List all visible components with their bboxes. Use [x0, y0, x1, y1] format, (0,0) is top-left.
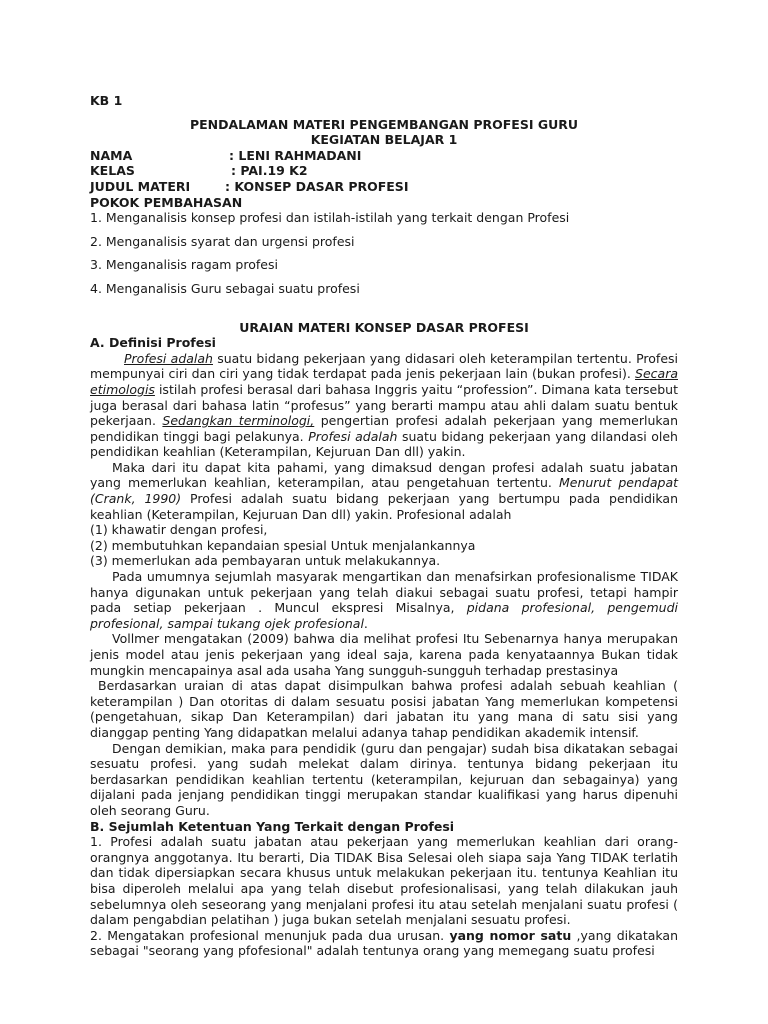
text-run: istilah profesi berasal dari bahasa Inggris yaitu “profession”. Dimana kata tersebut juga berasal dari bahasa latin “profesus” yang berarti mampu atau ahli dalam suatu bentuk pekerjaan.: [90, 381, 678, 429]
text-run: Pada umumnya sejumlah masyarak mengartikan dan menafsirkan profesionalisme TIDAK hanya digunakan untuk pekerjaan yang telah diakui sebagai suatu profesi, tetapi hampir pada setiap pekerjaan . Muncul ekspresi Misalnya,: [90, 569, 678, 616]
text-run: pengertian profesi adalah pekerjaan yang memerlukan pendidikan tinggi bagi pelakunya.: [90, 413, 678, 444]
paragraph: 1. Profesi adalah suatu jabatan atau pekerjaan yang memerlukan keahlian dari orang-orangnya anggotanya. Itu berarti, Dia TIDAK Bisa Selesai oleh siapa saja Yang TIDAK terlatih dan tidak dipersiapkan secara khusus untuk melakukan pekerjaan itu. tentunya Keahlian itu bisa diperoleh melalui apa yang telah disebut profesionalisasi, yang telah dilakukan jauh sebelumnya oleh seseorang yang menjalani profesi itu atau setelah menjalani suatu profesi ( dalam pengabdian pelatihan ) juga bukan setelah menjalani sesuatu profesi.: [90, 834, 678, 928]
paragraph: [90, 351, 678, 460]
kelas-label: KELAS: [90, 163, 135, 179]
judul-value: : KONSEP DASAR PROFESI: [225, 178, 409, 194]
list-item: (2) membutuhkan kepandaian spesial Untuk menjalankannya: [90, 537, 476, 553]
judul-label: JUDUL MATERI: [90, 178, 191, 194]
paragraph: [90, 460, 678, 522]
nama-value: : LENI RAHMADANI: [229, 147, 362, 163]
nama-row: [90, 148, 678, 164]
document-title: PENDALAMAN MATERI PENGEMBANGAN PROFESI GURU: [189, 116, 579, 132]
objective-item: 1. Menganalisis konsep profesi dan istilah-istilah yang terkait dengan Profesi: [90, 210, 570, 226]
text-run: .: [363, 615, 368, 631]
text-run: ,yang dikatakan sebagai "seorang yang pfofesional" adalah tentunya orang yang memegang suatu profesi: [90, 927, 678, 959]
example-professions: pidana profesional, pengemudi profesional, sampai tukang ojek profesional: [90, 600, 678, 631]
text-run: Maka dari itu dapat kita pahami, yang dimaksud dengan profesi adalah suatu jabatan yang memerlukan keahlian, keterampilan, atau pengetahuan tertentu.: [90, 459, 678, 491]
uraian-title: URAIAN MATERI KONSEP DASAR PROFESI: [239, 319, 529, 335]
paragraph: Dengan demikian, maka para pendidik (guru dan pengajar) sudah bisa dikatakan sebagai sesuatu profesi. yang sudah melekat dalam dirinya. tentunya bidang pekerjaan itu berdasarkan pendidikan keahlian tertentu (keterampilan, kejuruan dan sebagainya) yang dijalani pada jenjang pendidikan tinggi merupakan standar kualifikasi yang harus dipenuhi oleh seorang Guru.: [90, 740, 678, 818]
pokok-label: POKOK PEMBAHASAN: [90, 194, 243, 210]
judul-row: [90, 179, 678, 195]
paragraph: Vollmer mengatakan (2009) bahwa dia melihat profesi Itu Sebenarnya hanya merupakan jenis model atau jenis pekerjaan yang ideal saja, karena pada kenyataannya Bukan tidak mungkin mencapainya asal ada usaha Yang sungguh-sungguh terhadap prestasinya: [90, 631, 678, 678]
emphasis-nomor-satu: yang nomor satu: [449, 927, 572, 943]
document-subtitle: KEGIATAN BELAJAR 1: [310, 132, 458, 148]
text-run: Profesi adalah suatu bidang pekerjaan yang bertumpu pada pendidikan keahlian (Keterampilan, Kejuruan Dan dll) yakin. Profesional adalah: [90, 491, 678, 522]
list-item: (3) memerlukan ada pembayaran untuk melakukannya.: [90, 553, 441, 569]
paragraph: [90, 569, 678, 631]
kelas-value: : PAI.19 K2: [231, 163, 308, 179]
term-profesi-adalah: Profesi adalah: [124, 350, 213, 366]
text-run: suatu bidang pekerjaan yang dilandasi oleh pendidikan keahlian (Keterampilan, Kejuruan Dan dll) yakin.: [90, 428, 678, 460]
objective-item: 2. Menganalisis syarat dan urgensi profesi: [90, 233, 355, 249]
term-profesi-adalah-2: Profesi adalah: [308, 428, 398, 444]
text-run: 2. Mengatakan profesional menunjuk pada dua urusan.: [90, 927, 450, 943]
objective-item: 4. Menganalisis Guru sebagai suatu profesi: [90, 280, 360, 296]
document-body: [90, 93, 678, 959]
objective-item: 3. Menganalisis ragam profesi: [90, 257, 278, 273]
section-a-heading: A. Definisi Profesi: [90, 335, 216, 351]
term-secara-etimologis: Secara etimologis: [90, 366, 678, 397]
paragraph: [90, 928, 678, 959]
list-item: (1) khawatir dengan profesi,: [90, 522, 268, 538]
citation-crank: Menurut pendapat (Crank, 1990): [90, 475, 678, 507]
text-run: suatu bidang pekerjaan yang didasari oleh keterampilan tertentu. Profesi mempunyai ciri dan ciri yang tidak terdapat pada jenis pekerjaan lain (bukan profesi).: [90, 350, 678, 382]
section-b-heading: B. Sejumlah Ketentuan Yang Terkait dengan Profesi: [90, 818, 455, 834]
kb-label: KB 1: [90, 93, 123, 108]
term-sedangkan-terminologi: Sedangkan terminologi,: [162, 413, 315, 429]
nama-label: NAMA: [90, 147, 133, 163]
kelas-row: [90, 163, 678, 179]
paragraph: Berdasarkan uraian di atas dapat disimpulkan bahwa profesi adalah sebuah keahlian ( keterampilan ) Dan otoritas di dalam sesuatu posisi jabatan Yang memerlukan kompetensi (pengetahuan, sikap Dan Keterampilan) dari jabatan itu yang mana di satu sisi yang dianggap penting Yang didapatkan melalui adanya tahap pendidikan akademik intensif.: [90, 678, 678, 740]
